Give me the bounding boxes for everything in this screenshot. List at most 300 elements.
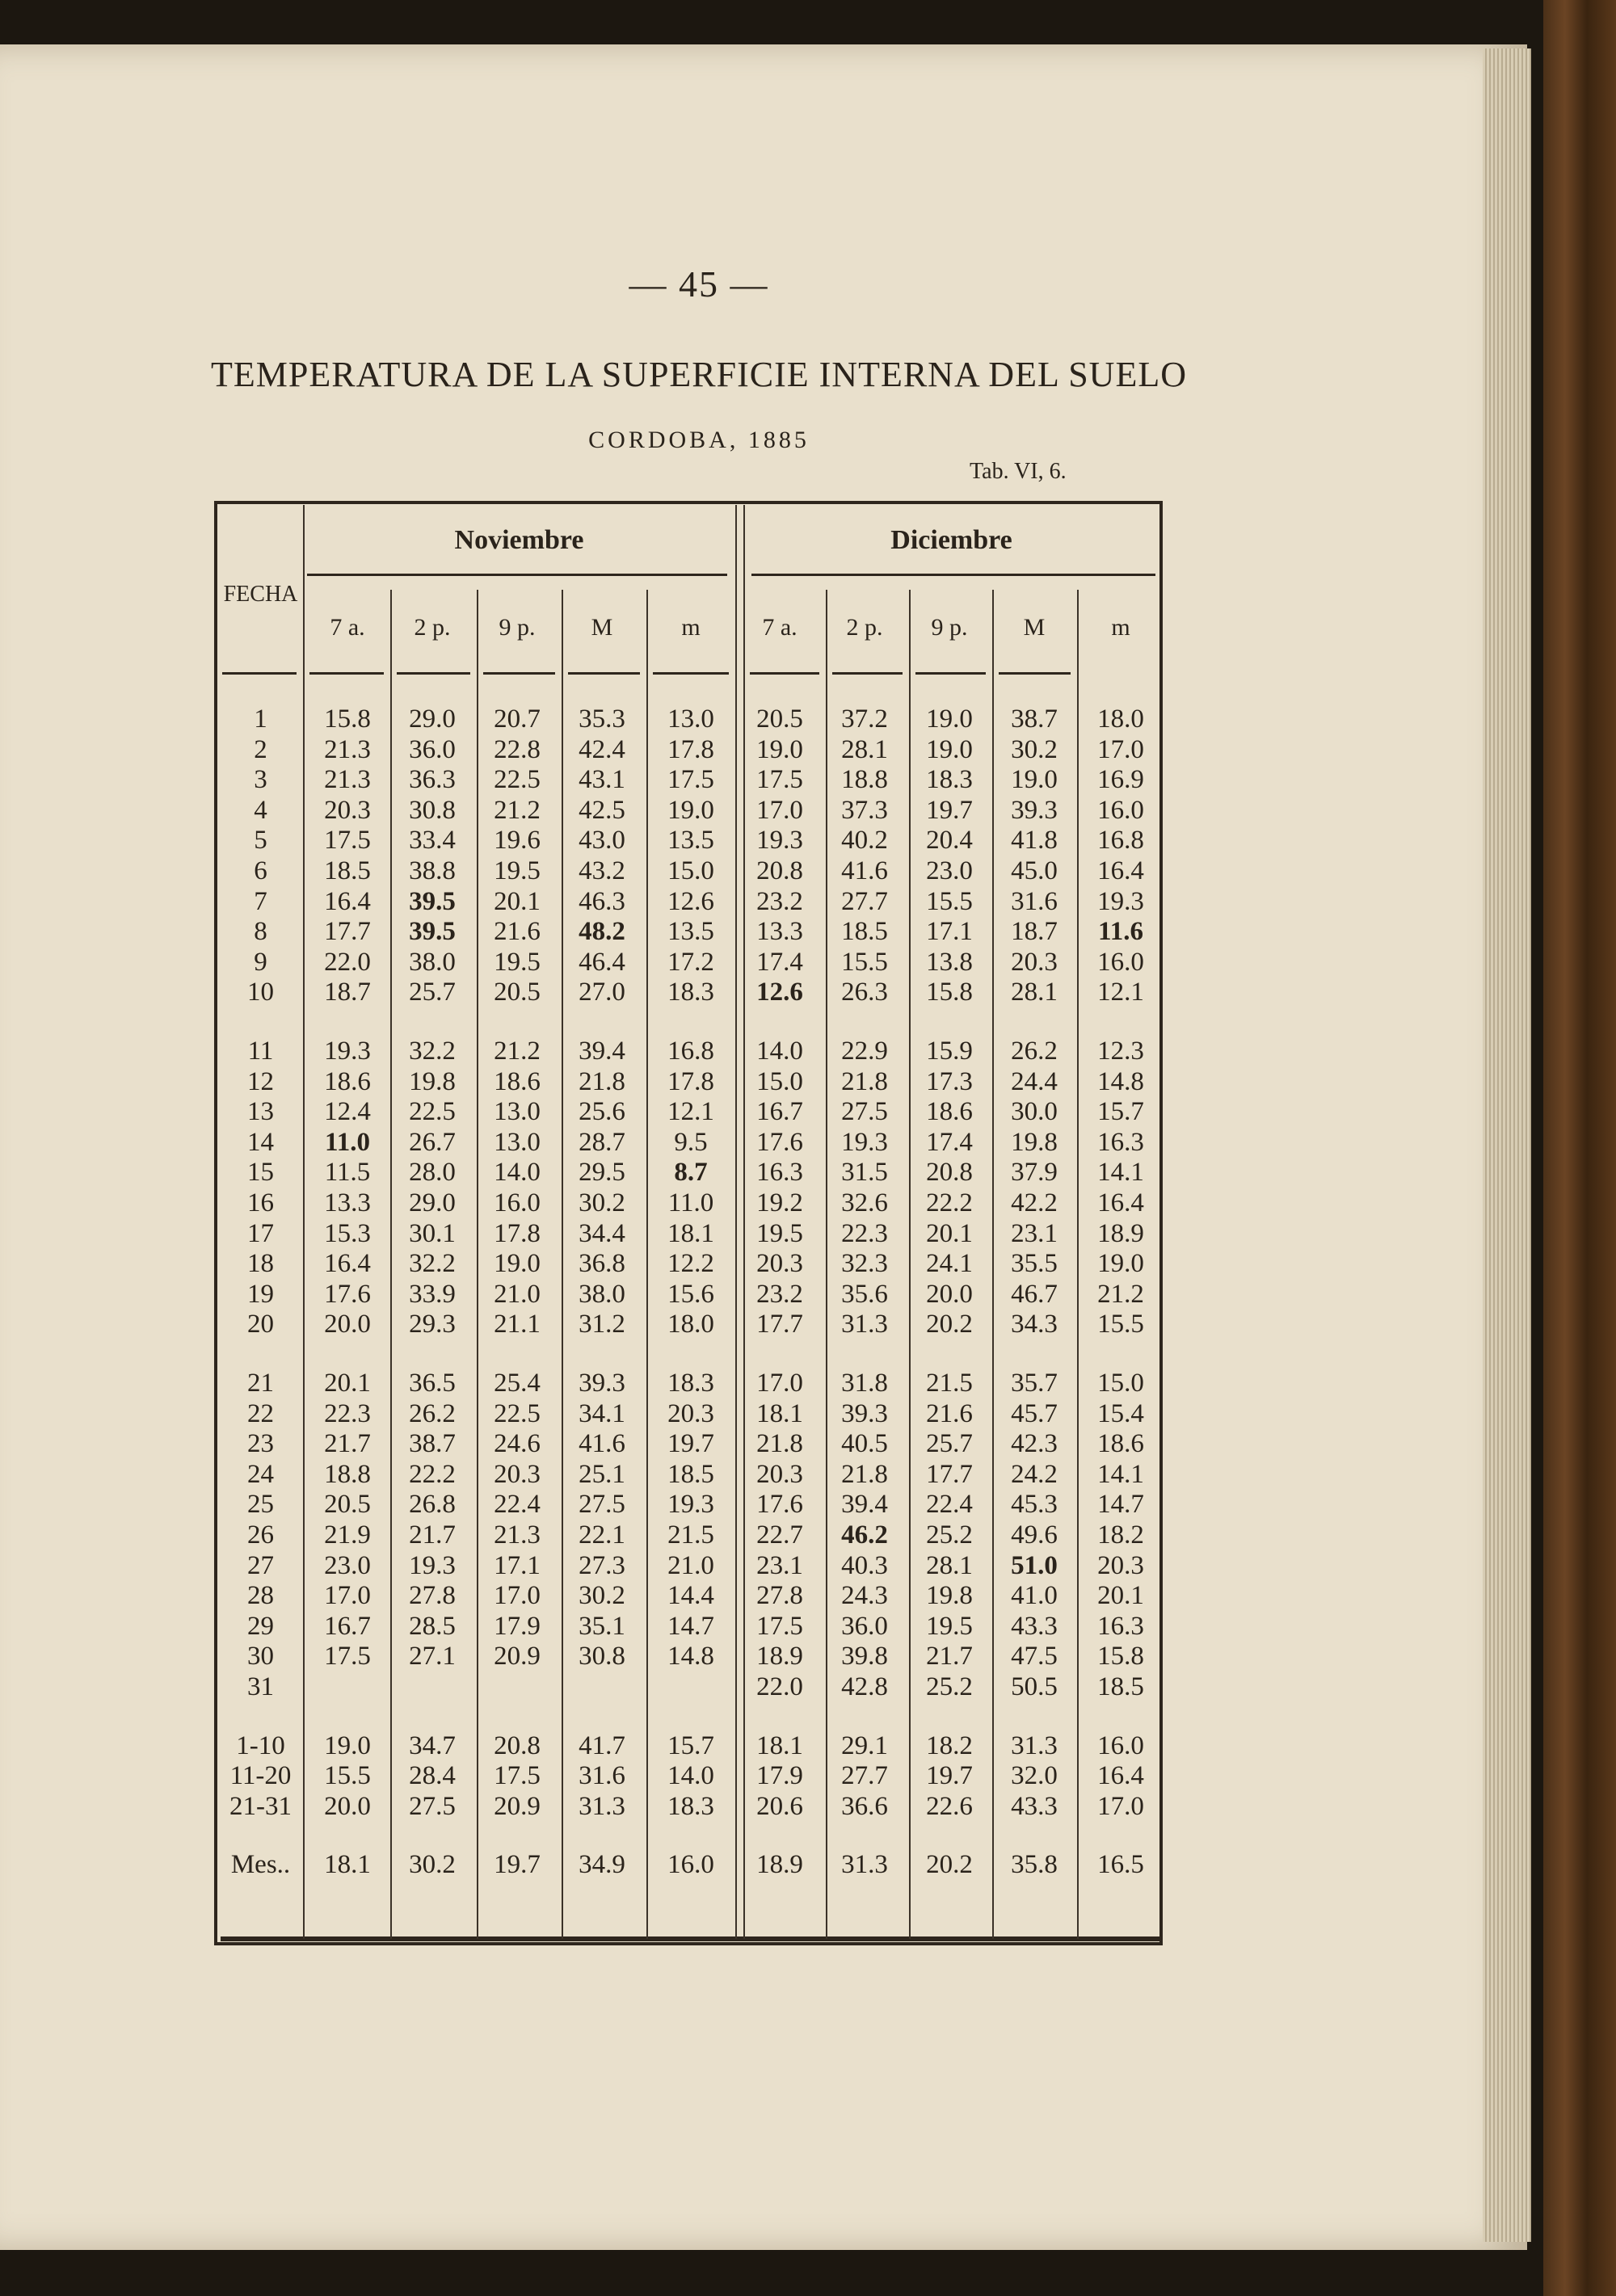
table-cell: 15.5 [926,886,973,916]
table-cell: 12.2 [667,1249,714,1279]
table-cell: 15.8 [926,978,973,1007]
table-cell: 36.0 [409,734,456,764]
table-cell: 25.2 [926,1520,973,1550]
column-header: 9 p. [499,614,536,641]
table-cell: 19.3 [409,1550,456,1580]
table-cell: 21.0 [667,1550,714,1580]
fecha-cell: 3 [254,765,267,795]
table-cell: 13.0 [494,1097,541,1127]
table-cell: 16.0 [494,1188,541,1217]
table-cell: 17.8 [667,734,714,764]
fecha-cell: 2 [254,734,267,764]
table-cell: 22.5 [494,1398,541,1428]
table-cell: 31.2 [579,1310,625,1339]
table-cell: 17.0 [1097,734,1144,764]
table-cell: 20.0 [926,1279,973,1309]
table-cell: 27.1 [409,1642,456,1672]
fecha-cell: 24 [247,1459,274,1489]
table-cell: 34.3 [1011,1310,1058,1339]
fecha-cell: 1 [254,704,267,734]
table-cell: 16.9 [1097,765,1144,795]
table-cell: 28.1 [1011,978,1058,1007]
column-header: 9 p. [931,614,968,641]
table-cell: 20.3 [324,795,371,825]
table-cell: 35.1 [579,1611,625,1641]
table-cell: 19.0 [667,795,714,825]
table-cell: 11.0 [667,1188,714,1217]
table-cell: 19.8 [926,1581,973,1611]
table-cell: 18.6 [324,1066,371,1096]
header-rule [568,672,640,675]
table-cell: 22.6 [926,1791,973,1821]
table-cell: 13.0 [667,704,714,734]
table-cell: 17.6 [756,1127,803,1157]
table-cell: 27.0 [579,978,625,1007]
header-rule [832,672,903,675]
table-cell: 31.3 [841,1850,888,1880]
table-cell: 19.3 [756,826,803,856]
table-cell: 16.7 [324,1611,371,1641]
table-cell: 35.8 [1011,1850,1058,1880]
table-cell: 16.4 [324,886,371,916]
table-cell: 17.0 [324,1581,371,1611]
fecha-cell: 8 [254,917,267,947]
table-cell: 45.3 [1011,1490,1058,1520]
page-title: TEMPERATURA DE LA SUPERFICIE INTERNA DEL SUELO [211,355,1187,394]
table-cell: 11.0 [325,1127,370,1157]
table-cell: 13.5 [667,917,714,947]
table-cell: 22.4 [494,1490,541,1520]
table-cell: 19.0 [1097,1249,1144,1279]
table-cell: 31.3 [579,1791,625,1821]
table-cell: 22.3 [324,1398,371,1428]
table-cell: 22.2 [926,1188,973,1217]
table-cell: 15.7 [667,1730,714,1760]
table-cell: 19.5 [756,1218,803,1248]
table-cell: 18.5 [667,1459,714,1489]
table-cell: 24.4 [1011,1066,1058,1096]
table-bottom-rule [221,1936,1163,1941]
table-cell: 31.3 [841,1310,888,1339]
table-cell: 45.0 [1011,856,1058,885]
table-cell: 22.2 [409,1459,456,1489]
fecha-cell: 11-20 [229,1761,292,1791]
table-cell: 15.9 [926,1037,973,1066]
table-cell: 16.4 [1097,1761,1144,1791]
table-cell: 38.0 [409,947,456,977]
fecha-cell: 13 [247,1097,274,1127]
table-cell: 20.3 [1011,947,1058,977]
table-cell: 18.0 [1097,704,1144,734]
table-cell: 21.2 [494,795,541,825]
table-cell: 25.1 [579,1459,625,1489]
table-cell: 17.6 [324,1279,371,1309]
table-cell: 18.5 [841,917,888,947]
table-cell: 19.0 [324,1730,371,1760]
fecha-cell: 17 [247,1218,274,1248]
table-cell: 27.5 [841,1097,888,1127]
table-cell: 25.7 [409,978,456,1007]
page-subtitle: CORDOBA, 1885 [588,427,810,453]
table-cell: 20.2 [926,1310,973,1339]
table-cell: 18.3 [667,1369,714,1398]
table-cell: 41.7 [579,1730,625,1760]
table-cell: 20.8 [494,1730,541,1760]
table-cell: 27.7 [841,886,888,916]
table-cell: 25.2 [926,1672,973,1701]
table-cell: 18.3 [926,765,973,795]
table-cell: 18.3 [667,978,714,1007]
table-cell: 25.7 [926,1429,973,1459]
table-cell: 42.8 [841,1672,888,1701]
table-cell: 29.5 [579,1158,625,1188]
table-cell: 22.0 [324,947,371,977]
table-cell: 28.1 [841,734,888,764]
table-cell: 41.6 [841,856,888,885]
table-cell: 25.6 [579,1097,625,1127]
month-header-diciembre: Diciembre [890,525,1012,555]
table-cell: 22.1 [579,1520,625,1550]
table-cell: 29.0 [409,704,456,734]
table-cell: 17.4 [756,947,803,977]
table-cell: 39.8 [841,1642,888,1672]
table-cell: 16.0 [1097,1730,1144,1760]
table-cell: 17.5 [324,826,371,856]
table-cell: 18.9 [756,1850,803,1880]
table-cell: 17.6 [756,1490,803,1520]
table-cell: 19.5 [494,856,541,885]
table-cell: 41.8 [1011,826,1058,856]
table-cell: 19.6 [494,826,541,856]
table-cell: 47.5 [1011,1642,1058,1672]
header-rule [222,672,297,675]
table-cell: 51.0 [1011,1550,1058,1580]
table-cell: 20.8 [926,1158,973,1188]
table-cell: 30.1 [409,1218,456,1248]
table-cell: 20.2 [926,1850,973,1880]
table-cell: 14.1 [1097,1158,1144,1188]
header-rule [653,672,729,675]
table-cell: 12.1 [1097,978,1144,1007]
table-cell: 21.6 [494,917,541,947]
table-cell: 24.1 [926,1249,973,1279]
table-cell: 18.8 [324,1459,371,1489]
table-cell: 21.3 [324,734,371,764]
table-cell: 21.6 [926,1398,973,1428]
table-cell: 15.6 [667,1279,714,1309]
table-cell: 13.3 [324,1188,371,1217]
table-cell: 16.3 [1097,1611,1144,1641]
table-cell: 28.0 [409,1158,456,1188]
table-cell: 33.9 [409,1279,456,1309]
table-cell: 15.8 [324,704,371,734]
table-cell: 20.3 [756,1459,803,1489]
table-cell: 8.7 [674,1158,708,1188]
fecha-cell: 15 [247,1158,274,1188]
table-cell: 15.0 [756,1066,803,1096]
fecha-cell: 28 [247,1581,274,1611]
column-header: m [1111,614,1130,641]
fecha-cell: 1-10 [236,1730,285,1760]
header-rule [397,672,470,675]
table-cell: 30.8 [579,1642,625,1672]
table-cell: 46.3 [579,886,625,916]
table-cell: 20.8 [756,856,803,885]
fecha-cell: 10 [247,978,274,1007]
table-cell: 17.1 [494,1550,541,1580]
table-cell: 14.8 [1097,1066,1144,1096]
table-cell: 17.4 [926,1127,973,1157]
table-cell: 17.7 [324,917,371,947]
table-cell: 21.7 [926,1642,973,1672]
fecha-cell: 14 [247,1127,274,1157]
table-cell: 17.5 [667,765,714,795]
table-cell: 31.5 [841,1158,888,1188]
table-cell: 38.8 [409,856,456,885]
table-cell: 28.5 [409,1611,456,1641]
table-cell: 20.9 [494,1642,541,1672]
table-cell: 19.0 [1011,765,1058,795]
table-cell: 27.7 [841,1761,888,1791]
table-cell: 41.0 [1011,1581,1058,1611]
table-cell: 16.5 [1097,1850,1144,1880]
table-cell: 14.0 [667,1761,714,1791]
table-cell: 11.5 [324,1158,371,1188]
table-cell: 48.2 [579,917,625,947]
table-cell: 17.5 [756,765,803,795]
fecha-cell: 6 [254,856,267,885]
fecha-cell: 16 [247,1188,274,1217]
table-cell: 31.8 [841,1369,888,1398]
table-cell: 22.5 [494,765,541,795]
table-cell: 40.5 [841,1429,888,1459]
table-cell: 26.2 [409,1398,456,1428]
table-cell: 23.2 [756,886,803,916]
table-cell: 17.2 [667,947,714,977]
table-cell: 21.5 [667,1520,714,1550]
table-cell: 20.3 [1097,1550,1144,1580]
header-rule [915,672,986,675]
table-cell: 19.5 [494,947,541,977]
table-cell: 27.5 [409,1791,456,1821]
table-cell: 15.5 [1097,1310,1144,1339]
table-cell: 30.2 [409,1850,456,1880]
fecha-cell: 23 [247,1429,274,1459]
table-cell: 16.4 [1097,1188,1144,1217]
table-cell: 17.0 [1097,1791,1144,1821]
table-cell: 22.8 [494,734,541,764]
table-cell: 17.8 [667,1066,714,1096]
table-cell: 18.2 [1097,1520,1144,1550]
table-cell: 21.8 [579,1066,625,1096]
table-cell: 21.7 [324,1429,371,1459]
table-cell: 20.5 [756,704,803,734]
table-cell: 43.0 [579,826,625,856]
table-cell: 18.7 [324,978,371,1007]
table-cell: 16.0 [1097,795,1144,825]
table-cell: 38.7 [409,1429,456,1459]
table-cell: 42.5 [579,795,625,825]
table-cell: 42.4 [579,734,625,764]
table-cell: 29.0 [409,1188,456,1217]
table-cell: 21.0 [494,1279,541,1309]
fecha-cell: 21 [247,1369,274,1398]
table-cell: 17.0 [756,1369,803,1398]
table-cell: 42.3 [1011,1429,1058,1459]
table-cell: 28.7 [579,1127,625,1157]
table-cell: 19.7 [494,1850,541,1880]
fecha-cell: 21-31 [229,1791,292,1821]
table-cell: 35.7 [1011,1369,1058,1398]
table-cell: 29.1 [841,1730,888,1760]
table-cell: 50.5 [1011,1672,1058,1701]
table-cell: 38.0 [579,1279,625,1309]
table-cell: 17.8 [494,1218,541,1248]
table-cell: 21.8 [841,1066,888,1096]
column-header: 2 p. [846,614,883,641]
column-divider [1077,590,1079,1939]
table-cell: 32.3 [841,1249,888,1279]
table-cell: 15.8 [1097,1642,1144,1672]
table-cell: 18.5 [324,856,371,885]
table-cell: 21.3 [324,765,371,795]
table-cell: 12.3 [1097,1037,1144,1066]
table-cell: 18.1 [667,1218,714,1248]
table-cell: 17.9 [756,1761,803,1791]
column-divider [646,590,648,1939]
table-cell: 34.4 [579,1218,625,1248]
page-number: — 45 — [629,263,769,305]
table-cell: 25.4 [494,1369,541,1398]
table-cell: 30.2 [1011,734,1058,764]
table-cell: 9.5 [674,1127,708,1157]
table-cell: 39.4 [579,1037,625,1066]
month-underline [307,574,727,576]
table-cell: 35.6 [841,1279,888,1309]
table-cell: 13.0 [494,1127,541,1157]
table-cell: 26.8 [409,1490,456,1520]
table-cell: 34.1 [579,1398,625,1428]
table-cell: 43.3 [1011,1791,1058,1821]
table-cell: 16.4 [324,1249,371,1279]
column-header: m [681,614,701,641]
fecha-cell: 19 [247,1279,274,1309]
table-cell: 23.1 [1011,1218,1058,1248]
table-cell: 20.4 [926,826,973,856]
table-cell: 46.2 [841,1520,888,1550]
table-cell: 39.3 [1011,795,1058,825]
table-cell: 19.8 [1011,1127,1058,1157]
table-cell: 19.0 [926,704,973,734]
header-rule [483,672,555,675]
table-cell: 36.5 [409,1369,456,1398]
table-cell: 18.1 [756,1398,803,1428]
table-cell: 20.1 [494,886,541,916]
table-cell: 35.3 [579,704,625,734]
table-cell: 22.3 [841,1218,888,1248]
table-cell: 18.6 [494,1066,541,1096]
table-cell: 17.7 [926,1459,973,1489]
table-cell: 16.3 [1097,1127,1144,1157]
table-cell: 20.1 [1097,1581,1144,1611]
table-cell: 26.2 [1011,1037,1058,1066]
table-cell: 20.5 [324,1490,371,1520]
table-cell: 16.8 [667,1037,714,1066]
table-cell: 46.4 [579,947,625,977]
table-cell: 27.8 [756,1581,803,1611]
table-cell: 17.5 [756,1611,803,1641]
table-cell: 19.3 [1097,886,1144,916]
header-rule [309,672,384,675]
table-cell: 39.5 [409,886,456,916]
table-cell: 26.3 [841,978,888,1007]
table-cell: 15.5 [841,947,888,977]
table-cell: 20.9 [494,1791,541,1821]
table-cell: 42.2 [1011,1188,1058,1217]
table-cell: 14.0 [756,1037,803,1066]
table-cell: 36.0 [841,1611,888,1641]
fecha-cell: 11 [247,1037,274,1066]
table-cell: 19.7 [667,1429,714,1459]
table-cell: 19.0 [756,734,803,764]
header-rule [999,672,1071,675]
fecha-cell: 4 [254,795,267,825]
table-cell: 15.5 [324,1761,371,1791]
table-cell: 38.7 [1011,704,1058,734]
table-cell: 43.2 [579,856,625,885]
table-cell: 19.7 [926,1761,973,1791]
table-cell: 23.0 [324,1550,371,1580]
table-cell: 21.1 [494,1310,541,1339]
table-cell: 18.5 [1097,1672,1144,1701]
table-cell: 19.8 [409,1066,456,1096]
table-cell: 23.2 [756,1279,803,1309]
table-cell: 20.3 [667,1398,714,1428]
book-binding [1543,0,1616,2296]
table-cell: 37.3 [841,795,888,825]
table-cell: 18.2 [926,1730,973,1760]
table-cell: 19.2 [756,1188,803,1217]
table-cell: 39.5 [409,917,456,947]
table-cell: 46.7 [1011,1279,1058,1309]
table-cell: 19.3 [324,1037,371,1066]
table-cell: 14.0 [494,1158,541,1188]
fecha-cell: 27 [247,1550,274,1580]
fecha-cell: 25 [247,1490,274,1520]
table-cell: 40.3 [841,1550,888,1580]
fecha-cell: 18 [247,1249,274,1279]
table-cell: 14.7 [1097,1490,1144,1520]
table-cell: 12.6 [756,978,803,1007]
table-cell: 18.1 [756,1730,803,1760]
table-cell: 18.0 [667,1310,714,1339]
table-cell: 36.3 [409,765,456,795]
table-cell: 13.3 [756,917,803,947]
column-divider [735,505,737,1939]
table-cell: 22.5 [409,1097,456,1127]
table-cell: 31.6 [1011,886,1058,916]
table-cell: 30.8 [409,795,456,825]
column-divider [303,505,305,1939]
table-cell: 39.3 [579,1369,625,1398]
table-cell: 30.2 [579,1188,625,1217]
fecha-cell: 22 [247,1398,274,1428]
table-cell: 19.0 [494,1249,541,1279]
table-cell: 31.6 [579,1761,625,1791]
table-cell: 21.8 [756,1429,803,1459]
table-cell: 20.3 [494,1459,541,1489]
table-cell: 24.2 [1011,1459,1058,1489]
